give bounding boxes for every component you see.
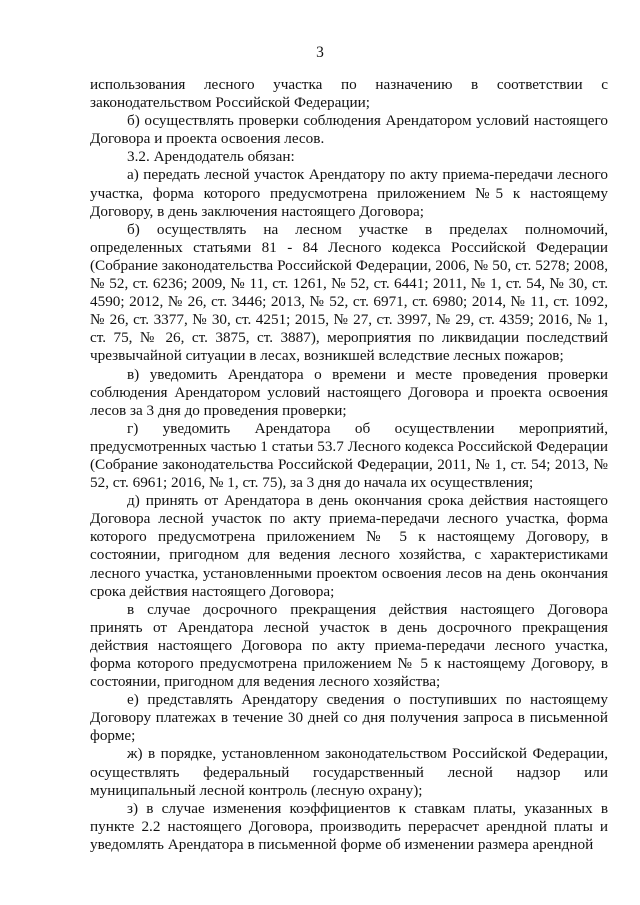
page-number: 3 — [316, 44, 324, 61]
paragraph: е) представлять Арендатору сведения о поступивших по настоящему Договору платежах в течение 30 дней со дня получения запроса в письменной форме; — [90, 691, 608, 745]
paragraph: 3.2. Арендодатель обязан: — [127, 148, 295, 166]
paragraph: ж) в порядке, установленном законодательством Российской Федерации, осуществлять федеральный государственный лесной надзор или муниципальный лесной контроль (лесную охрану); — [90, 745, 608, 799]
paragraph: д) принять от Арендатора в день окончания срока действия настоящего Договора лесной участок по акту приема-передачи лесного участка, форма которого предусмотрена приложением № 5 к настоящему Договору, в состоянии, пригодном для ведения лесного хозяйства, с характеристиками лесного участка, установленными проектом освоения лесов на день окончания срока действия настоящего Договора; — [90, 492, 608, 600]
paragraph: б) осуществлять на лесном участке в пределах полномочий, определенных статьями 81 - 84 Лесного кодекса Российской Федерации (Собрание законодательства Российской Федерации, 2006, № 50, ст. 5278; 2008, № 52, ст. 6236; 2009, № 11, ст. 1261, № 52, ст. 6441; 2011, № 1, ст. 54, № 30, ст. 4590; 2012, № 26, ст. 3446; 2013, № 52, ст. 6971, ст. 6980; 2014, № 11, ст. 1092, № 26, ст. 3377, № 30, ст. 4251; 2015, № 27, ст. 3997, № 29, ст. 4359; 2016, № 1, ст. 75, № 26, ст. 3875, ст. 3887), мероприятия по ликвидации последствий чрезвычайной ситуации в лесах, возникшей вследствие лесных пожаров; — [90, 220, 608, 365]
paragraph: б) осуществлять проверки соблюдения Арендатором условий настоящего Договора и проекта освоения лесов. — [90, 112, 608, 148]
paragraph: использования лесного участка по назначению в соответствии с законодательством Российской Федерации; — [90, 76, 608, 112]
paragraph: в) уведомить Арендатора о времени и месте проведения проверки соблюдения Арендатором условий настоящего Договора и проекта освоения лесов за 3 дня до проведения проверки; — [90, 365, 608, 419]
paragraph: г) уведомить Арендатора об осуществлении мероприятий, предусмотренных частью 1 статьи 53.7 Лесного кодекса Российской Федерации (Собрание законодательства Российской Федерации, 2011, № 1, ст. 54; 2013, № 52, ст. 6961; 2016, № 1, ст. 75), за 3 дня до начала их осуществления; — [90, 419, 608, 492]
paragraph: а) передать лесной участок Арендатору по акту приема-передачи лесного участка, форма которого предусмотрена приложением №5 к настоящему Договору, в день заключения настоящего Договора; — [90, 166, 608, 220]
paragraph: з) в случае изменения коэффициентов к ставкам платы, указанных в пункте 2.2 настоящего Договора, производить перерасчет арендной платы и уведомлять Арендатора в письменной форме об изменении размера арендной — [90, 799, 608, 853]
document-body — [90, 76, 608, 854]
paragraph: в случае досрочного прекращения действия настоящего Договора принять от Арендатора лесной участок в день досрочного прекращения действия настоящего Договора по акту приема-передачи лесного участка, форма которого предусмотрена приложением № 5 к настоящему Договору, в состоянии, пригодном для ведения лесного хозяйства; — [90, 600, 608, 691]
